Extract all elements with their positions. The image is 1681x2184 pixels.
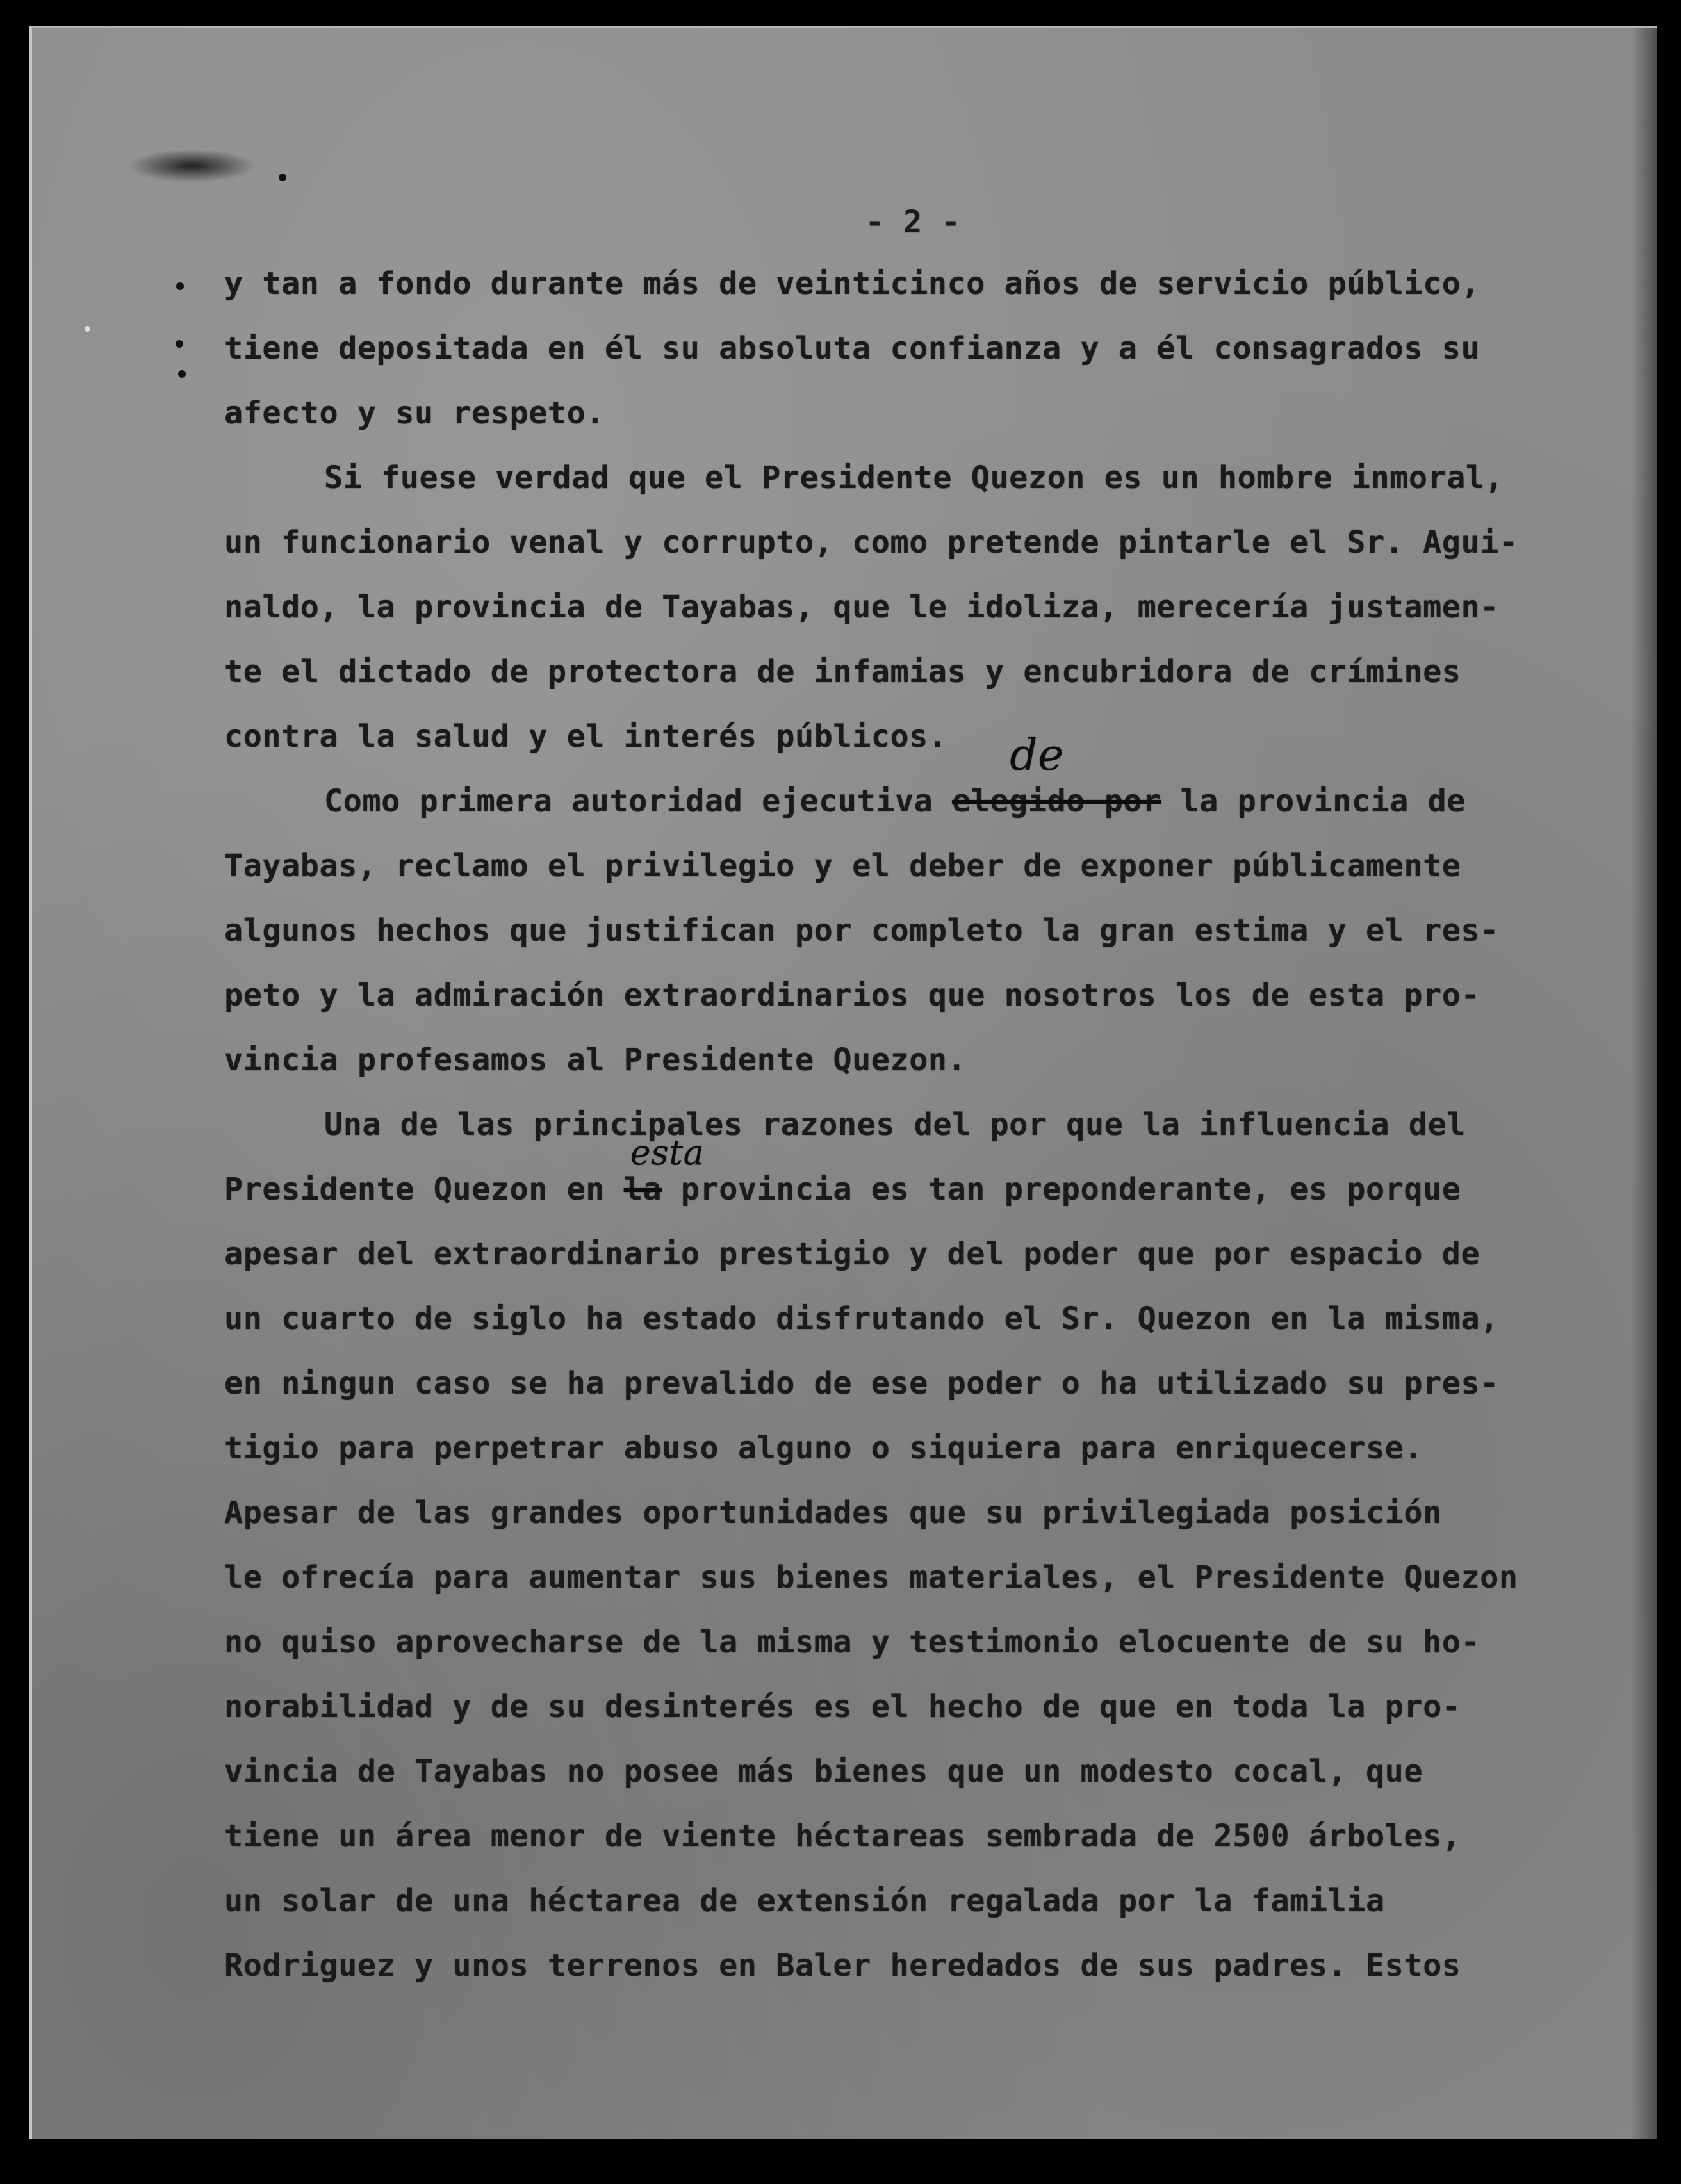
punch-mark — [176, 340, 183, 348]
text-line: un funcionario venal y corrupto, como pretende pintarle el Sr. Agui- — [224, 525, 1518, 560]
paragraph-2 — [224, 446, 1576, 769]
text-fragment: Presidente Quezon en — [224, 1171, 624, 1207]
text-fragment: Como primera autoridad ejecutiva — [324, 783, 953, 819]
text-line: Tayabas, reclamo el privilegio y el deber de exponer públicamente — [224, 848, 1461, 884]
text-line: tigio para perpetrar abuso alguno o siquiera para enriquecerse. — [224, 1430, 1423, 1466]
text-line: tiene un área menor de viente héctareas sembrada de 2500 árboles, — [224, 1818, 1461, 1854]
struck-text: elegido por — [952, 783, 1161, 819]
text-line: naldo, la provincia de Tayabas, que le idoliza, merecería justamen- — [224, 589, 1499, 625]
punch-mark — [85, 326, 90, 332]
text-line: norabilidad y de su desinterés es el hecho de que en toda la pro- — [224, 1689, 1461, 1725]
text-line: y tan a fondo durante más de veinticinco años de servicio público, — [224, 266, 1480, 302]
paragraph-4 — [224, 1093, 1576, 1998]
text-line: contra la salud y el interés públicos. — [224, 719, 947, 754]
text-line: algunos hechos que justifican por completo la gran estima y el res- — [224, 913, 1499, 949]
handwritten-insertion: de — [1010, 730, 1064, 781]
struck-text: la — [623, 1171, 662, 1207]
typed-text — [224, 193, 1576, 1998]
text-line: no quiso aprovecharse de la misma y testimonio elocuente de su ho- — [224, 1624, 1480, 1660]
text-line: Rodriguez y unos terrenos en Baler heredados de sus padres. Estos — [224, 1948, 1461, 1984]
text-line: un cuarto de siglo ha estado disfrutando el Sr. Quezon en la misma, — [224, 1301, 1499, 1337]
handwritten-insertion: esta — [630, 1132, 705, 1173]
text-fragment: la provincia de — [1161, 783, 1466, 819]
text-line-with-correction — [224, 1132, 1576, 1222]
paragraph-1 — [224, 252, 1576, 446]
text-line: un solar de una héctarea de extensión regalada por la familia — [224, 1883, 1385, 1919]
text-line: vincia profesamos al Presidente Quezon. — [224, 1042, 967, 1078]
text-line: afecto y su respeto. — [224, 395, 605, 431]
text-line: Una de las principales razones del por que la influencia del — [324, 1107, 1466, 1143]
text-line: vincia de Tayabas no posee más bienes que un modesto cocal, que — [224, 1754, 1423, 1789]
text-line: tiene depositada en él su absoluta confianza y a él consagrados su — [224, 330, 1480, 366]
text-line: apesar del extraordinario prestigio y del poder que por espacio de — [224, 1236, 1480, 1272]
text-fragment: provincia es tan preponderante, es porque — [662, 1171, 1461, 1207]
punch-mark — [279, 174, 286, 181]
correction — [623, 1132, 705, 1222]
text-line: le ofrecía para aumentar sus bienes materiales, el Presidente Quezon — [224, 1560, 1518, 1595]
punch-mark — [178, 370, 186, 378]
page-number: - 2 - — [865, 204, 961, 240]
document-page — [29, 26, 1657, 2139]
ink-smudge — [128, 149, 256, 183]
text-line: en ningun caso se ha prevalido de ese poder o ha utilizado su pres- — [224, 1365, 1499, 1401]
text-line: te el dictado de protectora de infamias y encubridora de crímines — [224, 654, 1461, 690]
text-line: Si fuese verdad que el Presidente Quezon es un hombre inmoral, — [324, 460, 1504, 496]
text-line: Apesar de las grandes oportunidades que su privilegiada posición — [224, 1495, 1442, 1531]
punch-mark — [176, 282, 184, 290]
text-line: peto y la admiración extraordinarios que nosotros los de esta pro- — [224, 977, 1480, 1013]
page-shadow-edge — [1631, 28, 1657, 2139]
correction — [952, 730, 1161, 834]
